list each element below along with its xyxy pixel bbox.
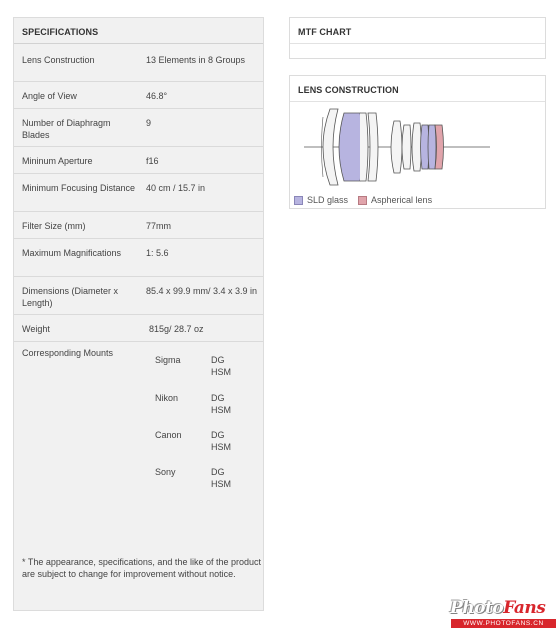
spec-label: Lens Construction	[22, 55, 95, 65]
spec-label: Angle of View	[22, 91, 77, 101]
mount-item-nikon	[155, 392, 231, 416]
mtf-chart-title: MTF CHART	[290, 18, 545, 44]
photofans-logo	[450, 598, 545, 618]
spec-value: 46.8°	[146, 91, 168, 101]
mount-drive: HSM	[211, 367, 231, 377]
spec-row-maximum-magnifications	[14, 239, 263, 277]
mount-drive: HSM	[211, 405, 231, 415]
spec-value: 40 cm / 15.7 in	[146, 183, 206, 193]
spec-label: Filter Size (mm)	[22, 221, 86, 231]
mount-item-sony	[155, 466, 231, 490]
corresponding-mounts	[14, 342, 263, 512]
mount-series: DG	[211, 355, 225, 365]
disclaimer-notice: * The appearance, specifications, and the like of the product are subject to change for improvement without notice.	[22, 557, 261, 579]
spec-value: 9	[146, 118, 152, 128]
spec-value: 815g/ 28.7 oz	[149, 324, 204, 334]
spec-row-minimum-aperture	[14, 147, 263, 174]
spec-label: Weight	[22, 324, 50, 334]
mounts-label: Corresponding Mounts	[22, 348, 114, 358]
lens-diagram	[290, 103, 545, 203]
spec-value: 13 Elements in 8 Groups	[146, 55, 246, 65]
logo-text-fans: Fans	[503, 598, 546, 618]
sld-element-rear	[428, 125, 436, 169]
legend-label-aspherical: Aspherical lens	[371, 195, 433, 205]
spec-row-lens-construction	[14, 44, 263, 82]
mount-item-canon	[155, 429, 231, 453]
mount-item-sigma	[155, 354, 231, 378]
mtf-chart-panel	[289, 17, 546, 59]
spec-label: Mininum Aperture	[22, 156, 93, 166]
spec-row-weight	[14, 315, 263, 342]
spec-value: 1: 5.6	[146, 248, 169, 258]
sld-element-large	[339, 113, 363, 181]
watermark-url: WWW.PHOTOFANS.CN	[451, 619, 556, 628]
spec-row-filter-size	[14, 212, 263, 239]
legend-label-sld: SLD glass	[307, 195, 349, 205]
spec-row-angle-of-view	[14, 82, 263, 109]
spec-value: 77mm	[146, 221, 172, 231]
lens-legend	[294, 195, 432, 205]
aspherical-element	[435, 125, 444, 169]
lens-construction-title: LENS CONSTRUCTION	[290, 76, 545, 102]
spec-label: Minimum Focusing Distance	[22, 183, 136, 193]
mount-name: Sony	[155, 467, 176, 477]
spec-row-minimum-focusing-distance	[14, 174, 263, 212]
specifications-panel	[13, 17, 264, 611]
sld-glass-swatch	[294, 196, 303, 205]
mount-name: Sigma	[155, 355, 181, 365]
spec-label: Maximum Magnifications	[22, 248, 122, 258]
mount-series: DG	[211, 430, 225, 440]
specifications-title: SPECIFICATIONS	[14, 18, 263, 44]
mount-name: Canon	[155, 430, 182, 440]
mount-drive: HSM	[211, 442, 231, 452]
mount-name: Nikon	[155, 393, 179, 403]
mount-series: DG	[211, 467, 225, 477]
mount-drive: HSM	[211, 479, 231, 489]
spec-row-diaphragm-blades	[14, 109, 263, 147]
spec-label: Number of Diaphragm Blades	[22, 118, 111, 140]
mount-series: DG	[211, 393, 225, 403]
logo-text-photo: Photo	[450, 598, 504, 618]
spec-value: 85.4 x 99.9 mm/ 3.4 x 3.9 in	[146, 286, 258, 296]
spec-value: f16	[146, 156, 159, 166]
lens-construction-panel	[289, 75, 546, 209]
spec-row-dimensions	[14, 277, 263, 315]
aspherical-lens-swatch	[358, 196, 367, 205]
spec-label: Dimensions (Diameter x Length)	[22, 286, 119, 308]
